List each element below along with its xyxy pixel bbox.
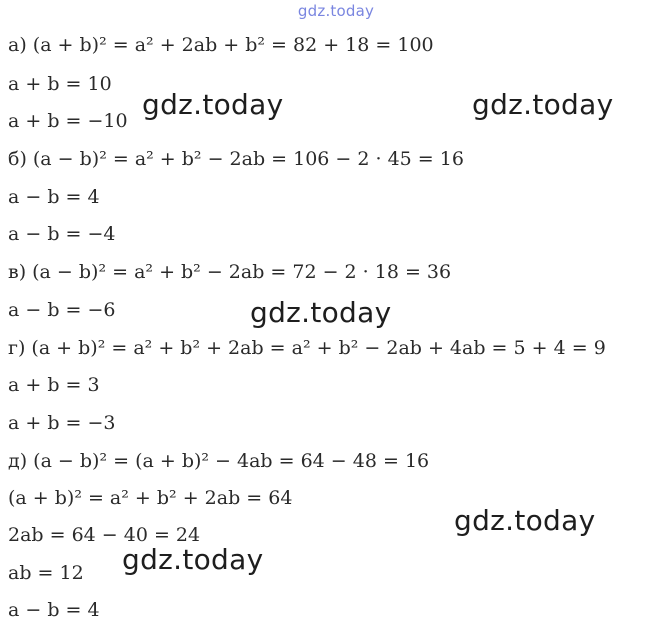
- line-b-result-2: a − b = −4: [8, 223, 116, 245]
- watermark-1: gdz.today: [142, 88, 284, 121]
- line-a-result-1: a + b = 10: [8, 73, 112, 95]
- line-g-equation: г) (a + b)² = a² + b² + 2ab = a² + b² − 2ab + 4ab = 5 + 4 = 9: [8, 337, 606, 359]
- line-b-equation: б) (a − b)² = a² + b² − 2ab = 106 − 2 · 45 = 16: [8, 148, 464, 170]
- line-b-result-1: a − b = 4: [8, 186, 100, 208]
- watermark-5: gdz.today: [122, 543, 264, 576]
- top-watermark: gdz.today: [297, 2, 375, 20]
- line-v-equation: в) (a − b)² = a² + b² − 2ab = 72 − 2 · 18 = 36: [8, 261, 452, 283]
- line-d-equation: д) (a − b)² = (a + b)² − 4ab = 64 − 48 = 16: [8, 450, 430, 472]
- line-g-result-1: a + b = 3: [8, 374, 100, 396]
- watermark-4: gdz.today: [454, 504, 596, 537]
- line-a-result-2: a + b = −10: [8, 110, 128, 132]
- line-a-equation: а) (a + b)² = a² + 2ab + b² = 82 + 18 = 100: [8, 34, 434, 56]
- line-d-step-1: (a + b)² = a² + b² + 2ab = 64: [8, 487, 293, 509]
- watermark-3: gdz.today: [250, 296, 392, 329]
- line-g-result-2: a + b = −3: [8, 412, 116, 434]
- line-d-result: a − b = 4: [8, 599, 100, 621]
- watermark-2: gdz.today: [472, 88, 614, 121]
- line-d-step-3: ab = 12: [8, 562, 84, 584]
- line-d-step-2: 2ab = 64 − 40 = 24: [8, 524, 201, 546]
- line-v-result: a − b = −6: [8, 299, 116, 321]
